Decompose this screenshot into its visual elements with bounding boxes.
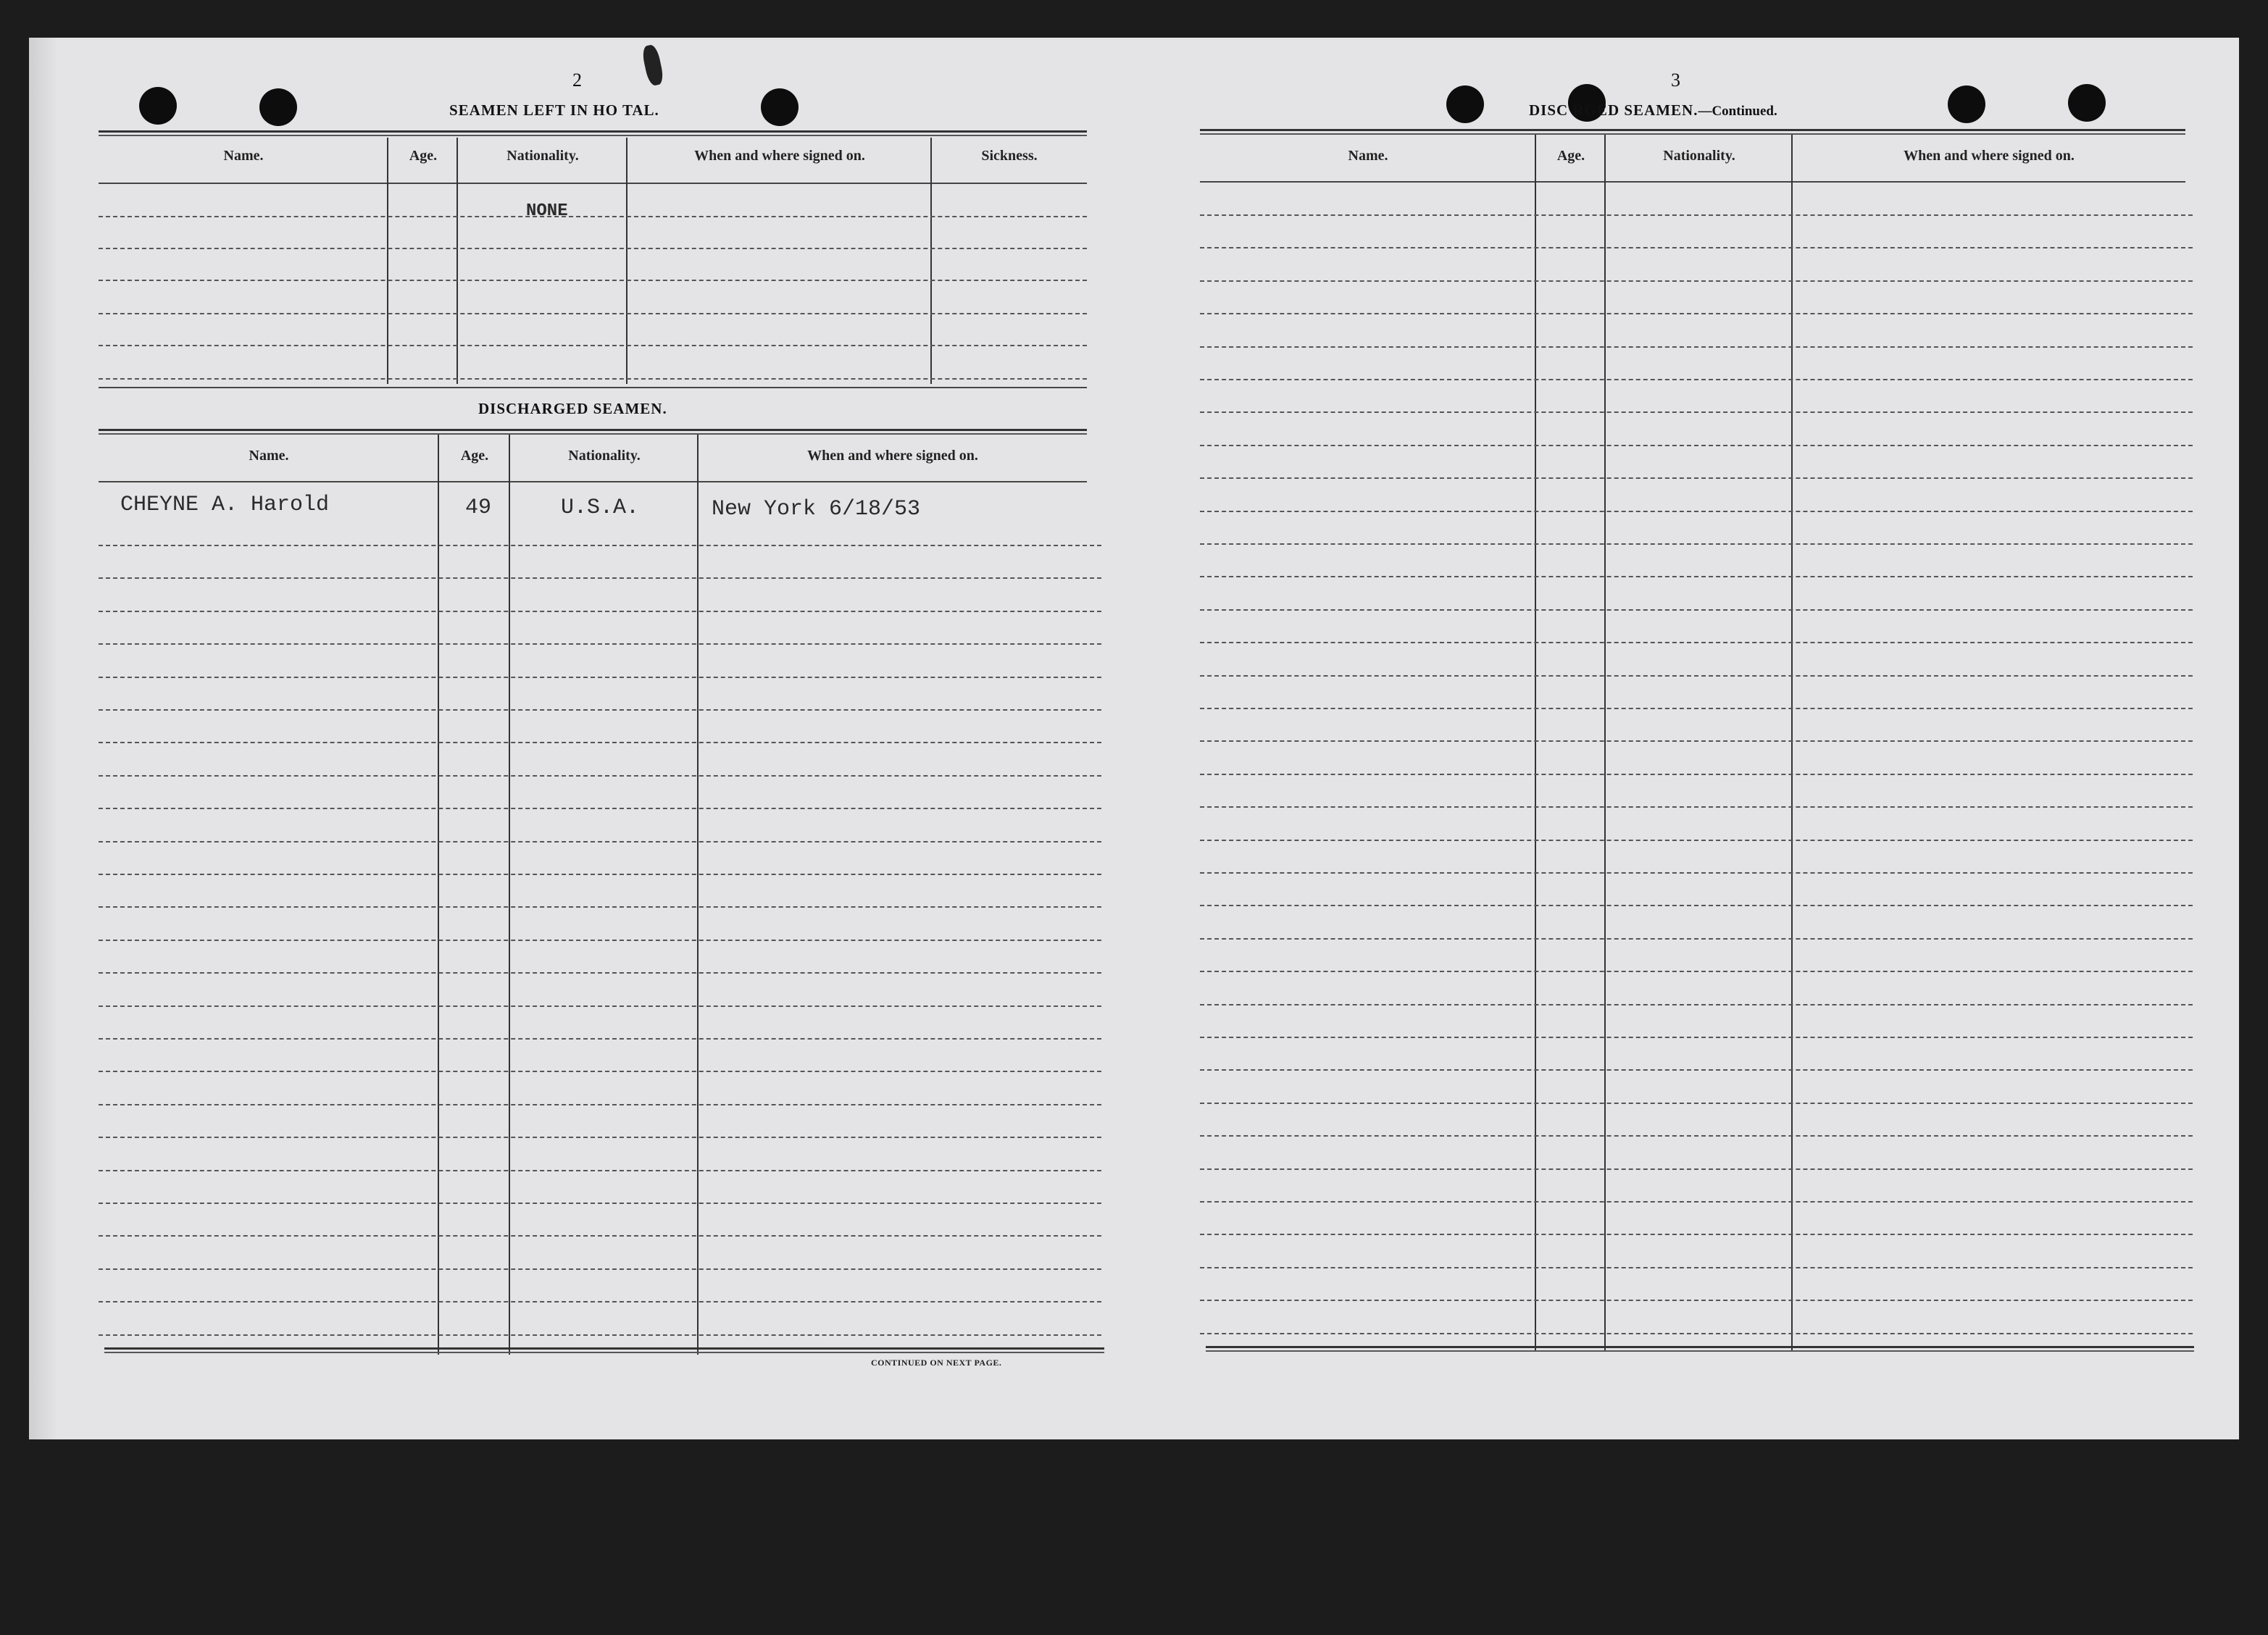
ruled-line — [99, 1104, 1101, 1105]
ruled-line — [1200, 1069, 2193, 1071]
discharged-header-rule — [99, 481, 1087, 482]
sheet-edge — [29, 38, 58, 1439]
punch-hole — [1446, 85, 1484, 123]
hospital-col-divider — [456, 138, 458, 384]
ruled-line — [1200, 1234, 2193, 1235]
ruled-line — [1200, 740, 2193, 742]
col-header-signed-on: When and where signed on. — [1904, 148, 2075, 164]
ruled-line — [99, 709, 1101, 711]
punch-hole — [139, 87, 177, 125]
ruled-line — [99, 906, 1101, 908]
punch-hole — [259, 88, 297, 126]
ruled-line — [99, 313, 1087, 314]
hospital-section-title: SEAMEN LEFT IN HO TAL. — [449, 101, 659, 119]
hospital-top-rule — [99, 130, 1087, 136]
col-header-nationality: Nationality. — [506, 148, 579, 164]
hospital-header-rule — [99, 183, 1087, 184]
ruled-line — [1200, 576, 2193, 577]
ruled-line — [99, 1268, 1101, 1270]
hospital-col-divider — [626, 138, 628, 384]
discharged-top-rule — [99, 429, 1087, 435]
ruled-line — [99, 1235, 1101, 1237]
ruled-line — [99, 216, 1087, 217]
ruled-line — [1200, 543, 2193, 545]
ruled-line — [99, 1203, 1101, 1204]
ruled-line — [1200, 609, 2193, 611]
document-sheet — [29, 38, 2239, 1439]
hospital-col-divider — [387, 138, 388, 384]
hospital-none-entry: NONE — [526, 201, 568, 221]
ruled-line — [1200, 905, 2193, 906]
discharged-col-divider — [438, 435, 439, 1355]
seaman-age: 49 — [465, 495, 492, 520]
ruled-line — [1200, 1333, 2193, 1334]
ruled-line — [99, 611, 1101, 612]
ruled-line — [99, 972, 1101, 974]
ruled-line — [1200, 806, 2193, 808]
ruled-line — [99, 577, 1101, 579]
col-header-nationality: Nationality. — [568, 448, 641, 464]
discharged-col-divider — [697, 435, 699, 1355]
ruled-line — [99, 874, 1101, 875]
ruled-line — [1200, 708, 2193, 709]
seaman-signed-on: New York 6/18/53 — [712, 497, 921, 522]
page-number-right: 3 — [1671, 70, 1680, 91]
seaman-name: CHEYNE A. Harold — [120, 493, 330, 517]
ruled-line — [99, 841, 1101, 842]
ruled-line — [1200, 445, 2193, 446]
ruled-line — [1200, 840, 2193, 841]
col-header-sickness: Sickness. — [981, 148, 1038, 164]
ruled-line — [1200, 774, 2193, 775]
ruled-line — [1200, 1037, 2193, 1038]
ruled-line — [1200, 280, 2193, 282]
right-bottom-rule — [1206, 1346, 2194, 1352]
ruled-line — [1200, 411, 2193, 413]
col-header-signed-on: When and where signed on. — [807, 448, 978, 464]
discharged-continued-title-main: DISC RGED SEAMEN. — [1529, 101, 1698, 119]
ruled-line — [1200, 938, 2193, 940]
ruled-line — [1200, 511, 2193, 512]
ruled-line — [99, 1005, 1101, 1007]
discharged-col-divider — [509, 435, 510, 1355]
ruled-line — [1200, 1300, 2193, 1301]
punch-hole — [2068, 84, 2106, 122]
discharged-section-title: DISCHARGED SEAMEN. — [478, 400, 667, 417]
ruled-line — [99, 1301, 1101, 1302]
ruled-line — [99, 1137, 1101, 1138]
ruled-line — [1200, 1201, 2193, 1203]
punch-hole — [761, 88, 799, 126]
hospital-col-divider — [930, 138, 932, 384]
ruled-line — [99, 677, 1101, 678]
ruled-line — [1200, 214, 2193, 216]
ruled-line — [99, 742, 1101, 743]
punch-hole — [1948, 85, 1985, 123]
col-header-age: Age. — [409, 148, 438, 164]
discharged-bottom-rule — [104, 1347, 1104, 1353]
col-header-signed-on: When and where signed on. — [694, 148, 865, 164]
hospital-bottom-rule — [99, 387, 1087, 388]
ruled-line — [1200, 1004, 2193, 1005]
ruled-line — [99, 545, 1101, 546]
continued-note: CONTINUED ON NEXT PAGE. — [871, 1358, 1002, 1368]
discharged-continued-title — [1529, 101, 1777, 120]
ruled-line — [1200, 247, 2193, 248]
ruled-line — [99, 345, 1087, 346]
ruled-line — [99, 1038, 1101, 1040]
discharged-continued-suffix: —Continued. — [1698, 104, 1777, 119]
ruled-line — [99, 808, 1101, 809]
ruled-line — [99, 940, 1101, 941]
ruled-line — [1200, 346, 2193, 348]
right-top-rule — [1200, 129, 2185, 135]
ruled-line — [1200, 477, 2193, 479]
ruled-line — [1200, 675, 2193, 677]
ruled-line — [99, 378, 1087, 380]
col-header-name: Name. — [249, 448, 289, 464]
ruled-line — [99, 1170, 1101, 1171]
col-header-name: Name. — [223, 148, 264, 164]
ruled-line — [99, 280, 1087, 281]
ruled-line — [99, 643, 1101, 645]
col-header-age: Age. — [1556, 148, 1585, 164]
ruled-line — [1200, 1168, 2193, 1170]
ruled-line — [1200, 971, 2193, 972]
ruled-line — [1200, 1267, 2193, 1268]
ruled-line — [99, 775, 1101, 777]
ink-blot — [641, 43, 664, 86]
col-header-age: Age. — [460, 448, 489, 464]
col-header-name: Name. — [1348, 148, 1388, 164]
right-header-rule — [1200, 181, 2185, 183]
ruled-line — [1200, 379, 2193, 380]
ruled-line — [1200, 313, 2193, 314]
ruled-line — [1200, 1135, 2193, 1137]
page-number-left: 2 — [572, 70, 582, 91]
ruled-line — [99, 248, 1087, 249]
ruled-line — [1200, 872, 2193, 874]
ruled-line — [1200, 642, 2193, 643]
ruled-line — [99, 1334, 1101, 1336]
seaman-nationality: U.S.A. — [561, 495, 640, 520]
ruled-line — [99, 1071, 1101, 1072]
col-header-nationality: Nationality. — [1663, 148, 1735, 164]
ruled-line — [1200, 1103, 2193, 1104]
